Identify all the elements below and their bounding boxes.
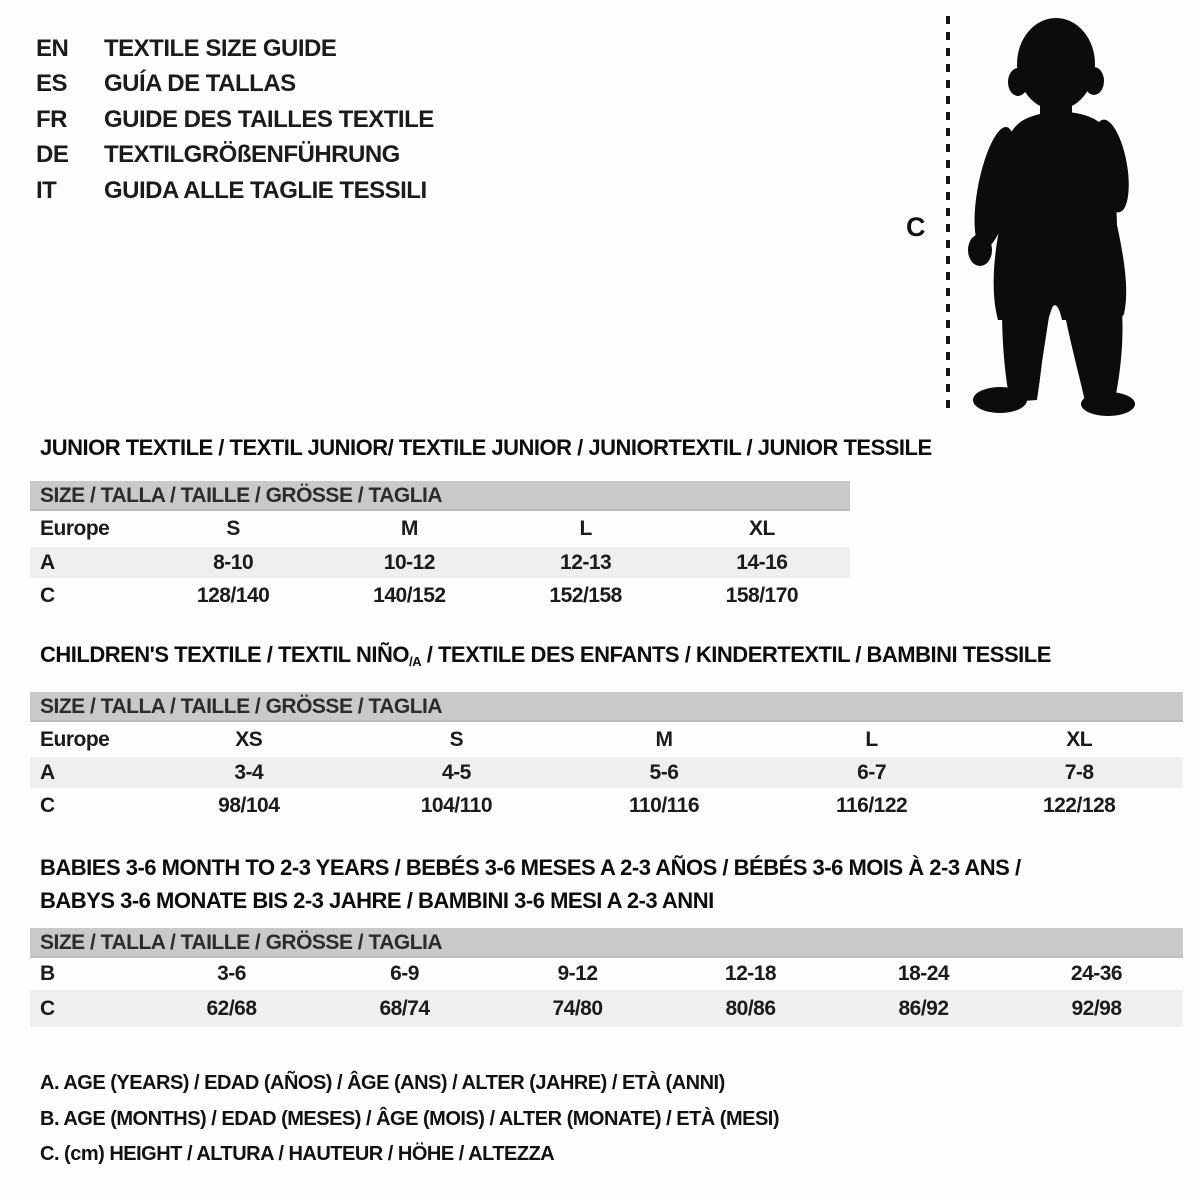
row-label: C [40,584,55,607]
lang-code: EN [36,34,69,62]
size-cell: XS [235,727,263,751]
size-cell: S [449,727,464,751]
height-cell: 98/104 [218,794,280,817]
months-cell: 6-9 [390,962,419,985]
lang-code: ES [36,70,68,98]
children-title-pre: CHILDREN'S TEXTILE / TEXTIL NIÑO [40,642,409,667]
size-cell: XL [1066,727,1093,751]
size-cell: XL [748,517,775,540]
age-cell: 8-10 [213,550,254,574]
height-cell: 128/140 [196,584,270,607]
size-cell: M [655,727,673,751]
language-title-list [36,31,434,209]
age-cell: 3-4 [234,760,264,784]
babies-section-title [40,851,1021,917]
lang-code: IT [36,176,57,204]
children-title-post: / TEXTILE DES ENFANTS / KINDERTEXTIL / BAMBINI TESSILE [421,642,1051,667]
height-cell: 116/122 [835,794,908,817]
height-cell: 86/92 [898,996,949,1020]
height-cell: 140/152 [373,584,446,607]
lang-title: TEXTILGRÖßENFÜHRUNG [104,141,400,169]
measure-legend [40,1066,779,1173]
lang-title: GUIDE DES TAILLES TEXTILE [104,105,434,133]
age-cell: 4-5 [441,760,471,784]
height-cell: 104/110 [420,794,493,817]
height-cell: 110/116 [628,794,700,817]
size-cell: L [579,517,592,540]
babies-size-table [30,928,1183,1027]
height-cell: 80/86 [725,996,776,1020]
children-size-table [30,692,1183,824]
legend-line-a: A. AGE (YEARS) / EDAD (AÑOS) / ÂGE (ANS) / ALTER (JAHRE) / ETÀ (ANNI) [40,1072,725,1095]
age-cell: 14-16 [736,550,788,574]
junior-section-title: JUNIOR TEXTILE / TEXTIL JUNIOR/ TEXTILE JUNIOR / JUNIORTEXTIL / JUNIOR TESSILE [40,435,932,460]
row-label: B [40,962,55,985]
table-row-c [30,990,1183,1027]
row-label: C [40,996,55,1020]
row-label: C [40,794,55,817]
legend-line-b: B. AGE (MONTHS) / EDAD (MESES) / ÂGE (MOIS) / ALTER (MONATE) / ETÀ (MESI) [40,1107,780,1130]
height-cell: 152/158 [549,584,622,607]
months-cell: 18-24 [897,962,950,985]
table-row-europe [30,511,850,547]
children-title-sub: /A [408,653,422,669]
height-measure-label: C [906,212,925,242]
lang-row-es [36,67,434,103]
size-cell: L [865,727,878,751]
size-header-bar: SIZE / TALLA / TAILLE / GRÖSSE / TAGLIA [30,692,1183,722]
table-row-c [30,578,850,614]
lang-code: FR [36,105,67,133]
size-header-bar: SIZE / TALLA / TAILLE / GRÖSSE / TAGLIA [30,928,1183,958]
height-cell: 62/68 [206,996,257,1020]
height-cell: 158/170 [725,584,799,607]
row-label: Europe [40,517,110,540]
months-cell: 3-6 [217,962,246,985]
row-label: A [40,550,55,574]
lang-row-en [36,31,434,67]
height-dashed-line [946,16,950,414]
lang-row-de [36,138,434,174]
lang-code: DE [36,141,69,169]
height-cell: 68/74 [379,996,430,1020]
months-cell: 24-36 [1070,962,1123,985]
babies-title-line1: BABIES 3-6 MONTH TO 2-3 YEARS / BEBÉS 3-6 MESES A 2-3 AÑOS / BÉBÉS 3-6 MOIS À 2-3 ANS / [40,855,1021,880]
age-cell: 12-13 [560,550,612,574]
lang-title: GUÍA DE TALLAS [104,70,296,98]
age-cell: 5-6 [649,760,679,784]
lang-title: TEXTILE SIZE GUIDE [104,34,337,62]
height-cell: 122/128 [1042,794,1116,817]
lang-row-it [36,173,434,209]
table-row-c [30,788,1183,824]
table-row-europe [30,722,1183,757]
age-cell: 7-8 [1064,760,1094,784]
toddler-silhouette-icon [958,10,1138,416]
age-cell: 6-7 [857,760,886,784]
months-cell: 9-12 [557,962,598,985]
size-cell: M [400,517,418,540]
table-row-a [30,547,850,578]
size-header-bar: SIZE / TALLA / TAILLE / GRÖSSE / TAGLIA [30,481,850,511]
months-cell: 12-18 [724,962,777,985]
height-cell: 74/80 [552,996,603,1020]
row-label: Europe [40,727,110,751]
row-label: A [40,760,55,784]
table-row-a [30,757,1183,788]
lang-row-fr [36,102,434,138]
legend-line-c: C. (cm) HEIGHT / ALTURA / HAUTEUR / HÖHE / ALTEZZA [40,1143,555,1166]
babies-title-line2: BABYS 3-6 MONATE BIS 2-3 JAHRE / BAMBINI 3-6 MESI A 2-3 ANNI [40,888,714,913]
height-cell: 92/98 [1071,996,1122,1020]
age-cell: 10-12 [383,550,435,574]
junior-size-table [30,481,850,614]
children-section-title [40,642,1051,669]
size-cell: S [226,517,240,540]
table-row-b [30,958,1183,990]
lang-title: GUIDA ALLE TAGLIE TESSILI [104,176,427,204]
